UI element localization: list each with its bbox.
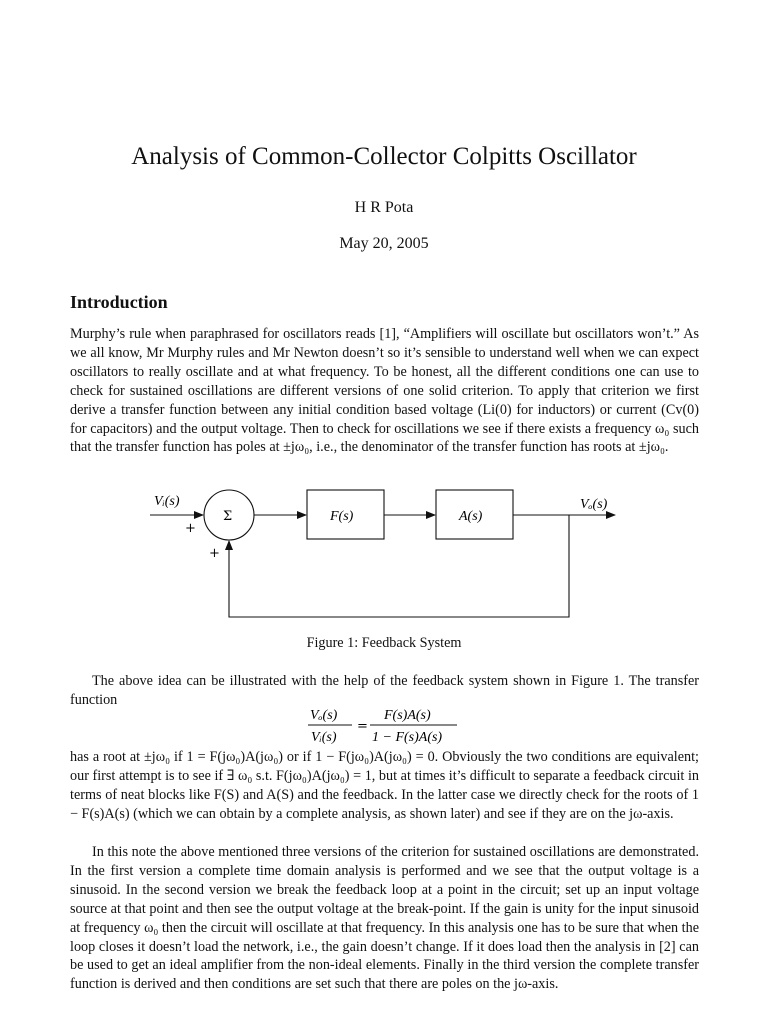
feedback-system-diagram <box>140 480 630 625</box>
eq-rhs-numerator: F(s)A(s) <box>384 708 431 723</box>
block-a-label: A(s) <box>459 509 483 524</box>
input-label: Vᵢ(s) <box>154 494 180 509</box>
output-label: Vₒ(s) <box>580 497 608 512</box>
paragraph-versions: In this note the above mentioned three versions of the criterion for sustained oscillations are demonstrated. In the first version a complete time domain analysis is performed and we see that the output voltage is a sinusoid. In the second version we break the feedback loop at a point in the circuit; set up an input voltage source at that point and then see the output voltage at the break-point. If the gain is unity for the input sinusoid at frequency ω₀ then the circuit will oscillate at that frequency. In this analysis one has to be sure that when the loop closes it doesn’t load the network, i.e., the gain doesn’t change. If it does load then the analysis in [2] can be used to get an ideal amplifier from the non-ideal elements. Finally in the third version the complete transfer function is derived and then conditions are set such that there are poles on the jω-axis. <box>70 844 699 993</box>
transfer-function-equation <box>300 704 470 748</box>
eq-equals: = <box>357 719 368 734</box>
eq-lhs-numerator: Vₒ(s) <box>310 708 338 723</box>
plus-feedback-sign: + <box>209 546 220 561</box>
paper-title: Analysis of Common-Collector Colpitts Oscillator <box>131 143 637 170</box>
sum-symbol: Σ <box>223 509 233 524</box>
eq-rhs-denominator: 1 − F(s)A(s) <box>372 730 443 745</box>
paragraph-transfer-function: The above idea can be illustrated with the help of the feedback system shown in Figure 1. The transfer function <box>70 673 699 708</box>
paragraph-intro: Murphy’s rule when paraphrased for oscillators reads [1], “Amplifiers will oscillate but oscillators won’t.” As we all know, Mr Murphy rules and Mr Newton doesn’t so it’s sensible to understand well when we can expect oscillators to really oscillate and at what frequency. To be honest, all the different conditions one can use to check for sustained oscillations are different versions of one solid criterion. To apply that criterion we first derive a transfer function between any initial condition based voltage (Li(0) for inductors) or current (Cv(0) for capacitors) and the output voltage. Then to check for oscillations we see if there exists a frequency ω₀ such that the transfer function has poles at ±jω₀, i.e., the denominator of the transfer function has roots at ±jω₀. <box>70 326 699 456</box>
section-heading-introduction: Introduction <box>70 292 168 312</box>
paper-date: May 20, 2005 <box>339 235 429 252</box>
eq-lhs-denominator: Vᵢ(s) <box>311 730 337 745</box>
block-f-label: F(s) <box>330 509 354 524</box>
paper-author: H R Pota <box>354 199 414 216</box>
feedback-path <box>229 515 569 617</box>
paragraph-root-condition: has a root at ±jω₀ if 1 = F(jω₀)A(jω₀) or if 1 − F(jω₀)A(jω₀) = 0. Obviously the two conditions are equivalent; our first attempt is to see if ∃ ω₀ s.t. F(jω₀)A(jω₀) = 1, but at times it’s difficult to separate a feedback circuit in terms of neat blocks like F(S) and A(S) and the feedback. In the latter case we directly check for the roots of 1 − F(s)A(s) (which we can obtain by a complete analysis, as shown later) and see if they are on the jω-axis. <box>70 749 699 822</box>
plus-input-sign: + <box>185 521 196 536</box>
figure-caption: Figure 1: Feedback System <box>306 635 462 651</box>
